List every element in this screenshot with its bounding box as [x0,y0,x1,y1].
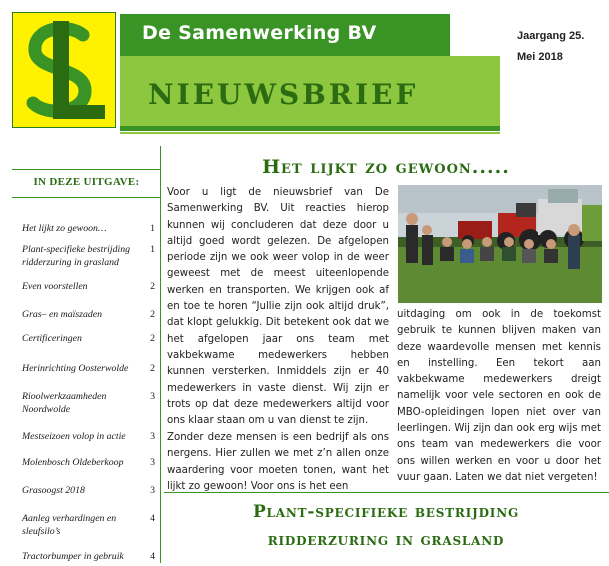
toc-item-page: 4 [150,551,155,562]
toc-item-page: 3 [150,391,155,402]
toc-item-page: 3 [150,457,155,468]
company-name: De Samenwerking BV [142,22,377,44]
toc-item-page: 3 [150,431,155,442]
toc-item-title: Molenbosch Oldeberkoop [22,457,124,468]
article-headline: Het lijkt zo gewoon..... [262,156,510,178]
article2-headline-line2: ridderzuring in grasland [267,530,505,550]
toc-item[interactable] [22,512,157,538]
toc-item[interactable] [22,456,157,469]
team-photo [398,185,602,303]
toc-item-title: Certificeringen [22,333,82,344]
toc-item[interactable] [22,484,157,497]
toc-item-page: 1 [150,223,155,234]
toc-item[interactable] [22,430,157,443]
toc-item-page: 3 [150,485,155,496]
toc-item-page: 2 [150,363,155,374]
article2-headline-line1: Plant-specifieke bestrijding [252,502,520,522]
toc-item-title: Plant-specifieke bestrijding ridderzuring in grasland [22,244,131,268]
article-paragraph-2: Zonder deze mensen is een bedrijf als ons nergens. Hier zullen we met z’n allen onze waardering voor moeten tonen, want het lijkt zo gewoon! Voor ons is het een [167,432,389,492]
toc-item[interactable] [22,550,157,563]
toc-item-title: Tractorbumper in gebruik [22,551,124,562]
issue-date: Mei 2018 [517,51,563,63]
toc-item-page: 1 [150,244,155,255]
toc-heading: IN DEZE UITGAVE: [33,176,140,188]
sidebar-divider [160,146,161,563]
toc-item-title: Herinrichting Oosterwolde [22,363,129,374]
toc-item[interactable] [22,243,157,269]
toc-item[interactable] [22,390,157,416]
toc-item-title: Even voorstellen [22,281,88,292]
toc-top-rule [12,169,161,170]
toc-item-page: 2 [150,281,155,292]
toc-item-title: Gras– en maïszaden [22,309,103,320]
toc-item-title: Rioolwerkzaamheden Noordwolde [22,391,107,415]
newsletter-title [148,78,418,111]
company-logo [12,12,116,128]
toc-item[interactable] [22,308,157,321]
logo-graphic [13,13,116,128]
toc-item-page: 4 [150,513,155,524]
article-paragraph-3: uitdaging om ook in de toekomst gebruik te kunnen blijven maken van deze waardevolle mensen met kennis en instelling. Een tekort aan vakbekwame medewerkers dreigt namelijk voor vele sectoren en ook de MBO-opleidingen lopen niet over van leerlingen. Wij zijn dan ook erg wijs met ons team van medewerkers die voor ons willen werken en voor u door het vuur gaan. Laten we dat niet vergeten! [397,309,601,483]
toc-item-title: Mestseizoen volop in actie [22,431,126,442]
toc-item-title: Aanleg verhardingen en sleufsilo’s [22,513,117,537]
article-paragraph-1: Voor u ligt de nieuwsbrief van De Samenwerking BV. Uit reacties hierop kunnen wij concluderen dat deze door u altijd goed wordt gelezen. De afgelopen periode zijn we ook weer volop in de weer geweest met de meest uiteenlopende werken en transporten. We krijgen ook af en toe te horen “Jullie zijn ook altijd druk”, dat klopt gelukkig. Dit betekent ook dat we het afgelopen jaar ons team met vakbekwame medewerkers hebben kunnen versterken. Inmiddels zijn er 40 medewerkers in vaste dienst. Wij zijn er trots op dat deze medewerkers altijd voor ons klaar staan om u van dienst te zijn. [167,187,389,427]
toc-item-page: 2 [150,333,155,344]
toc-item[interactable] [22,332,157,345]
toc-item-title: Het lijkt zo gewoon… [22,223,107,234]
toc-item[interactable] [22,222,157,235]
volume-label: Jaargang 25. [517,30,585,42]
toc-item-title: Grasoogst 2018 [22,485,85,496]
toc-item-page: 2 [150,309,155,320]
title-divider [120,126,500,131]
table-of-contents [12,146,161,566]
toc-item[interactable] [22,362,157,375]
title-divider-thin [120,132,500,134]
toc-heading-rule [12,197,161,198]
article-divider [164,492,609,493]
newsletter-title-text: NIEUWSBRIEF [148,78,419,111]
toc-item[interactable] [22,280,157,293]
